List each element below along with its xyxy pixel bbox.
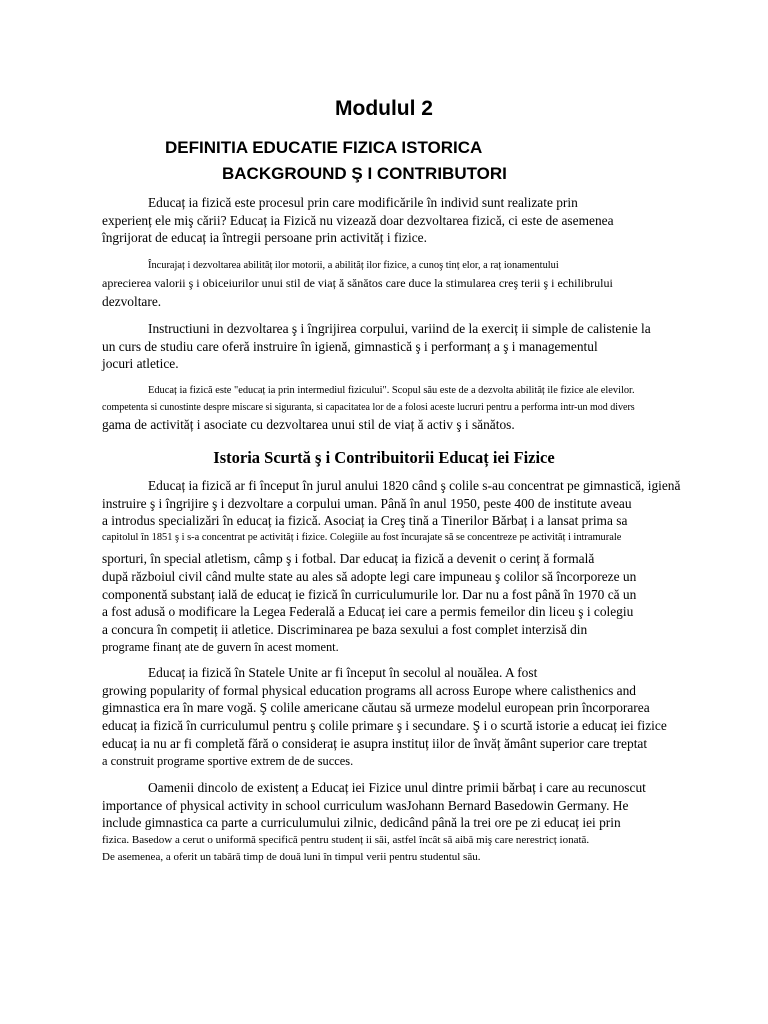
text-line: Instructiuni in dezvoltarea ş i îngrijirea corpului, variind de la exerciț ii simple de calistenie la xyxy=(148,321,651,336)
heading-line-2: BACKGROUND Ş I CONTRIBUTORI xyxy=(222,164,507,183)
paragraph-definition xyxy=(102,194,702,247)
text-line: educaț ia fizică în curriculumul pentru ş colile primare ş i secundare. Ş i o scurtă istorie a educaț iei fizice xyxy=(102,718,667,734)
text-line: a construit programe sportive extrem de de succes. xyxy=(102,753,354,768)
text-line: Educaț ia fizică este "educaț ia prin intermediul fizicului". Scopul său este de a dezvolta abilităț ile fizice ale elevilor. xyxy=(148,385,635,396)
text-line: De asemenea, a oferit un tabără timp de două luni în timpul verii pentru studentul său. xyxy=(102,851,481,864)
text-line: Educaț ia fizică în Statele Unite ar fi început în secolul al nouălea. A fost xyxy=(148,665,538,680)
paragraph-basedow xyxy=(102,779,702,866)
text-line: Educaț ia fizică este procesul prin care modificările în individ sunt realizate prin xyxy=(148,195,578,210)
module-title: Modulul 2 xyxy=(335,97,433,120)
paragraph-purpose xyxy=(102,382,702,434)
text-line: sporturi, în special atletism, câmp ş i fotbal. Dar educaț ia fizică a devenit o cerinț ă formală xyxy=(102,551,595,567)
text-line: îngrijorat de educaț ia întregii persoane prin activităț i fizice. xyxy=(102,230,427,246)
text-line: gama de activităț i asociate cu dezvoltarea unui stil de viaț ă activ ş i sănătos. xyxy=(102,417,515,432)
text-line: componentă substanț ială de educaț ie fizică în curriculumurile lor. Dar nu a fost până în 1970 că un xyxy=(102,586,637,602)
text-line: competenta si cunostinte despre miscare si siguranta, si capacitatea lor de a folosi aceste lucruri pentru a performa intr-un mod divers xyxy=(102,402,635,413)
text-line: a introdus specializări în educaț ia fizică. Asociaț ia Creş tină a Tinerilor Bărbaț i a lansat prima sa xyxy=(102,513,628,529)
text-line: Oamenii dincolo de existenț a Educaț iei Fizice unul dintre primii bărbaț i care au recunoscut xyxy=(148,780,646,795)
text-line: aprecierea valorii ş i obiceiurilor unui stil de viaț ă sănătos care duce la stimularea creş terii ş i echilibrului xyxy=(102,276,613,290)
text-line: un curs de studiu care oferă instruire în igienă, gimnastică ş i performanț a ş i managementul xyxy=(102,338,598,354)
text-line: experienț ele miş cării? Educaț ia Fizică nu vizează doar dezvoltarea fizică, ci este de asemenea xyxy=(102,212,614,228)
text-line: a concura în competiț ii atletice. Discriminarea pe baza sexului a fost complet interzisă din xyxy=(102,621,588,637)
text-line: educaț ia nu ar fi completă fără o consideraț ie asupra instituț iilor de învăț ământ superior care treptat xyxy=(102,735,648,751)
text-line: capitolul în 1851 ş i s-a concentrat pe activităț i fizice. Colegiile au fost încurajate să se concentreze pe activităț i intramurale xyxy=(102,532,622,544)
text-line: Educaț ia fizică ar fi început în jurul anului 1820 când ş colile s-au concentrat pe gimnastică, igienă xyxy=(148,478,681,493)
section-title: Istoria Scurtă ş i Contribuitorii Educaț iei Fizice xyxy=(213,448,555,467)
text-line: growing popularity of formal physical education programs all across Europe where calisthenics and xyxy=(102,682,636,698)
text-line: după războiul civil când multe state au ales să adopte legi care impuneau ş colilor să încorporeze un xyxy=(102,568,637,584)
paragraph-history xyxy=(102,477,702,656)
text-line: fizica. Basedow a cerut o uniformă specifică pentru studenț ii săi, astfel încât să aibă miş care nerestricț ionată. xyxy=(102,834,590,847)
text-line: instruire ş i îngrijire ş i dezvoltare a corpului uman. Până în anul 1950, peste 400 de institute aveau xyxy=(102,495,632,511)
text-line: dezvoltare. xyxy=(102,294,162,309)
paragraph-instructions xyxy=(102,320,702,373)
text-line: Încurajaț i dezvoltarea abilităț ilor motorii, a abilităț ilor fizice, a cunoş tinț elor, a raț ionamentului xyxy=(148,260,559,271)
heading-line-1: DEFINITIA EDUCATIE FIZICA ISTORICA xyxy=(165,138,483,157)
text-line: importance of physical activity in school curriculum wasJohann Bernard Basedowin Germany. He xyxy=(102,797,629,813)
text-line: a fost adusă o modificare la Legea Federală a Educaț iei care a permis femeilor din liceu ş i colegiu xyxy=(102,604,634,620)
text-line: jocuri atletice. xyxy=(102,356,179,372)
paragraph-encourage xyxy=(102,257,702,311)
text-line: gimnastica era în mare vogă. Ş colile americane căutau să urmeze modelul european prin încorporarea xyxy=(102,700,650,716)
text-line: include gimnastica ca parte a curriculumului zilnic, dedicând până la trei ore pe zi educaț iei prin xyxy=(102,815,621,831)
paragraph-united-states xyxy=(102,664,702,770)
text-line: programe finanț ate de guvern în acest moment. xyxy=(102,639,339,654)
